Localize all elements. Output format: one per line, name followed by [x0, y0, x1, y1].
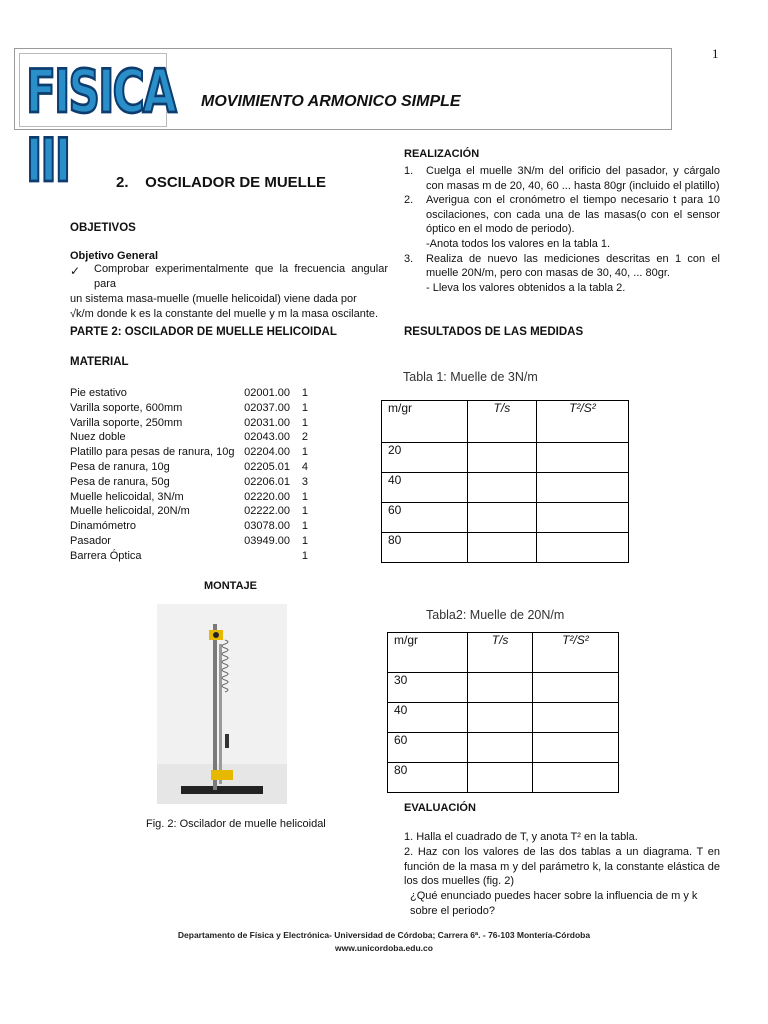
material-item — [70, 475, 310, 490]
evaluacion-text — [404, 830, 720, 919]
material-qty: 2 — [301, 431, 308, 444]
parte2-heading: PARTE 2: OSCILADOR DE MUELLE HELICOIDAL — [70, 326, 337, 338]
realizacion-text: - Lleva los valores obtenidos a la tabla 2. — [426, 281, 626, 294]
empty-cell[interactable] — [468, 763, 532, 793]
empty-cell[interactable] — [467, 533, 536, 563]
material-code: 02206.01 — [244, 475, 290, 488]
realizacion-item — [404, 237, 720, 252]
empty-cell[interactable] — [467, 443, 536, 473]
realizacion-item — [404, 252, 720, 281]
realizacion-item — [404, 164, 720, 193]
material-qty: 1 — [301, 549, 308, 562]
material-item — [70, 401, 310, 416]
material-name: Nuez doble — [70, 431, 126, 444]
realizacion-text: Cuelga el muelle 3N/m del orificio del pasador, y cárgalo con masas m de 20, 40, 60 ... hasta 80gr (incluido el platillo) — [426, 165, 720, 192]
material-name: Dinamómetro — [70, 520, 137, 533]
realizacion-num — [404, 237, 426, 252]
material-qty: 1 — [301, 387, 308, 399]
tabla2 — [387, 632, 619, 793]
table-row — [382, 473, 629, 503]
empty-cell[interactable] — [532, 703, 618, 733]
section-title: 2. OSCILADOR DE MUELLE — [116, 174, 327, 191]
material-item — [70, 490, 310, 505]
material-code — [230, 549, 290, 564]
table-row — [388, 703, 619, 733]
evaluacion-heading: EVALUACIÓN — [404, 802, 476, 814]
empty-cell[interactable] — [467, 503, 536, 533]
mass-cell: 80 — [382, 533, 468, 563]
evaluacion-p3: ¿Qué enunciado puedes hacer sobre la influencia de m y k sobre el periodo? — [410, 890, 698, 917]
mass-cell: 30 — [388, 673, 468, 703]
material-heading: MATERIAL — [70, 356, 129, 368]
objetivo-line-3: √k/m donde k es la constante del muelle y m la masa oscilante. — [70, 308, 379, 320]
realizacion-heading: REALIZACIÓN — [404, 148, 480, 160]
fisica-logo — [19, 53, 175, 196]
realizacion-item — [404, 193, 720, 237]
table-header-cell: T/s — [468, 633, 532, 673]
material-code: 03949.00 — [244, 534, 290, 547]
realizacion-item — [404, 281, 720, 296]
material-item — [70, 386, 310, 401]
mass-cell: 60 — [388, 733, 468, 763]
empty-cell[interactable] — [536, 533, 628, 563]
material-code: 03078.00 — [244, 520, 290, 533]
table-row — [388, 763, 619, 793]
figure-caption: Fig. 2: Oscilador de muelle helicoidal — [146, 818, 326, 830]
table-header-cell: T/s — [467, 401, 536, 443]
material-qty: 4 — [301, 460, 308, 473]
material-code: 02205.01 — [244, 460, 290, 473]
table-row — [388, 673, 619, 703]
empty-cell[interactable] — [532, 763, 618, 793]
objetivo-line-2: un sistema masa-muelle (muelle helicoidal) viene dada por — [70, 293, 357, 305]
tabla2-title: Tabla2: Muelle de 20N/m — [426, 608, 565, 622]
tabla1-title: Tabla 1: Muelle de 3N/m — [403, 370, 538, 384]
material-code: 02043.00 — [244, 431, 290, 444]
material-name: Muelle helicoidal, 3N/m — [70, 490, 184, 503]
material-name: Pie estativo — [70, 387, 127, 399]
material-name: Varilla soporte, 250mm — [70, 416, 183, 429]
material-code: 02031.00 — [244, 416, 290, 429]
table-header-cell: m/gr — [382, 401, 468, 443]
table-row — [388, 733, 619, 763]
checkmark-icon: ✓ — [70, 264, 81, 278]
mass-cell: 60 — [382, 503, 468, 533]
realizacion-text: Realiza de nuevo las mediciones descritas en 1 con el muelle 20N/m, pero con masas de 30, 40, ... 80gr. — [426, 252, 720, 280]
evaluacion-p2: 2. Haz con los valores de las dos tablas a un diagrama. T en función de la masa m y del parámetro k, la constante elástica de los dos muelles (fig. 2) — [404, 845, 720, 888]
material-qty: 1 — [301, 534, 308, 547]
material-item — [70, 445, 310, 460]
material-item — [70, 430, 310, 445]
table-header-cell: T²/S² — [532, 633, 618, 673]
page-number: 1 — [712, 46, 719, 61]
empty-cell[interactable] — [468, 673, 532, 703]
empty-cell[interactable] — [467, 473, 536, 503]
material-item — [70, 460, 310, 475]
material-name: Muelle helicoidal, 20N/m — [70, 505, 190, 518]
material-name: Barrera Óptica — [70, 549, 142, 562]
mass-cell: 80 — [388, 763, 468, 793]
table-header-cell: T²/S² — [536, 401, 628, 443]
footer-website: www.unicordoba.edu.co — [335, 943, 433, 953]
material-name: Varilla soporte, 600mm — [70, 401, 183, 414]
evaluacion-p1: 1. Halla el cuadrado de T, y anota T² en la tabla. — [404, 831, 638, 843]
realizacion-num — [404, 281, 426, 296]
empty-cell[interactable] — [532, 673, 618, 703]
material-name: Pesa de ranura, 10g — [70, 460, 170, 473]
empty-cell[interactable] — [468, 733, 532, 763]
realizacion-num: 2. — [404, 194, 414, 207]
apparatus-photo — [157, 604, 287, 804]
realizacion-list — [404, 164, 720, 295]
material-code: 02204.00 — [244, 446, 290, 459]
table-row — [382, 533, 629, 563]
empty-cell[interactable] — [532, 733, 618, 763]
tabla1 — [381, 400, 629, 563]
mass-cell: 40 — [388, 703, 468, 733]
realizacion-num: 3. — [404, 252, 414, 265]
material-code: 02222.00 — [244, 505, 290, 518]
material-qty: 1 — [301, 490, 308, 503]
material-name: Pesa de ranura, 50g — [70, 475, 170, 488]
mass-cell: 20 — [382, 443, 468, 473]
material-code: 02220.00 — [244, 490, 290, 503]
logo-text: FISICA III — [26, 58, 175, 196]
objetivo-line-1: Comprobar experimentalmente que la frecuencia angular para — [94, 263, 388, 290]
material-name: Pasador — [70, 534, 111, 547]
empty-cell[interactable] — [536, 503, 628, 533]
footer-address: Departamento de Física y Electrónica- Universidad de Córdoba; Carrera 6ª. - 76-103 Montería-Córdoba — [177, 930, 591, 940]
material-code: 02037.00 — [244, 401, 290, 414]
material-item — [70, 534, 310, 549]
header-title: MOVIMIENTO ARMONICO SIMPLE — [201, 93, 461, 110]
realizacion-text: -Anota todos los valores en la tabla 1. — [426, 237, 611, 250]
mass-cell: 40 — [382, 473, 468, 503]
material-name: Platillo para pesas de ranura, 10g — [70, 446, 235, 459]
realizacion-num: 1. — [404, 165, 414, 177]
objetivos-heading: OBJETIVOS — [70, 222, 136, 234]
material-qty: 3 — [301, 475, 308, 488]
empty-cell[interactable] — [468, 703, 532, 733]
montaje-heading: MONTAJE — [204, 580, 257, 592]
material-qty: 1 — [301, 401, 308, 414]
resultados-heading: RESULTADOS DE LAS MEDIDAS — [404, 326, 584, 338]
material-qty: 1 — [301, 505, 308, 518]
realizacion-text: Averigua con el cronómetro el tiempo necesario t para 10 oscilaciones, con cada una de las masas(o con el sensor óptico en el modo de periodo). — [426, 194, 720, 236]
objetivo-general-label: Objetivo General — [70, 250, 159, 262]
table-header-row — [388, 633, 619, 673]
table-row — [382, 443, 629, 473]
empty-cell[interactable] — [536, 443, 628, 473]
material-item — [70, 519, 310, 534]
material-item — [70, 504, 310, 519]
table-row — [382, 503, 629, 533]
material-qty: 1 — [301, 520, 308, 533]
material-item — [70, 549, 310, 564]
material-qty: 1 — [301, 446, 308, 459]
material-item — [70, 416, 310, 431]
table-header-cell: m/gr — [388, 633, 468, 673]
table-header-row — [382, 401, 629, 443]
material-code: 02001.00 — [244, 387, 290, 399]
material-qty: 1 — [301, 416, 308, 429]
empty-cell[interactable] — [536, 473, 628, 503]
material-list — [70, 386, 310, 564]
objetivo-text — [70, 262, 388, 322]
